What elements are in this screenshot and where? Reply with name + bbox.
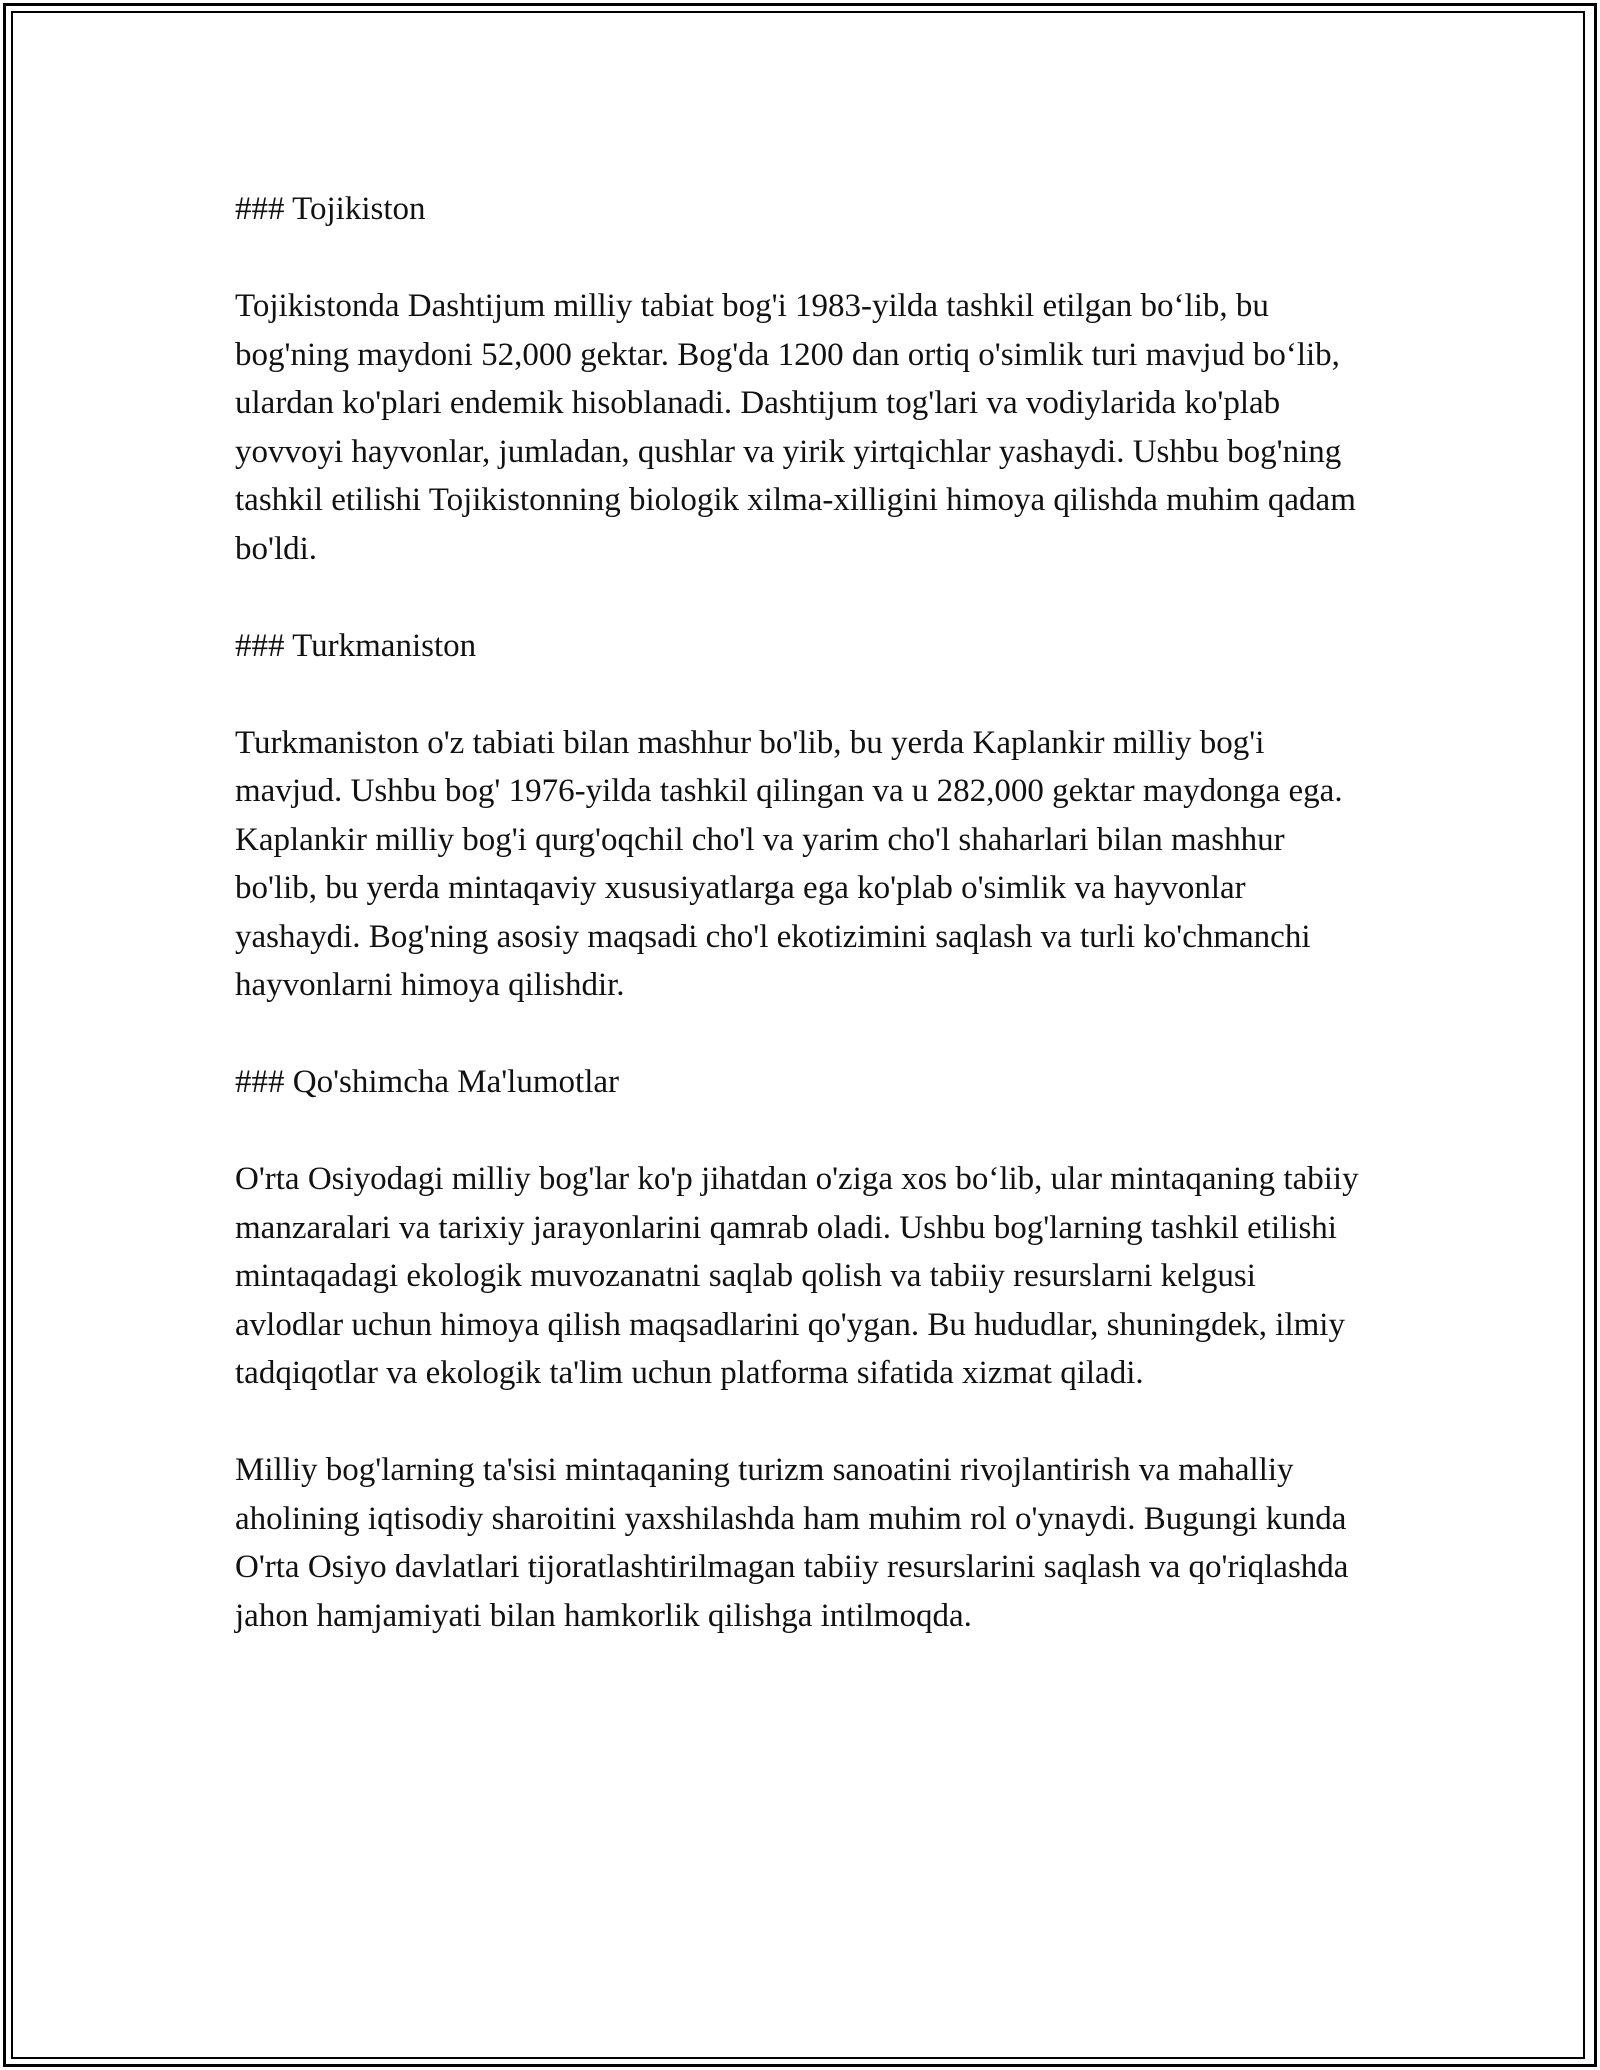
section-heading: ### Turkmaniston [235,627,477,664]
section-heading: ### Qo'shimcha Ma'lumotlar [235,1064,619,1100]
section-paragraph: Turkmaniston o'z tabiati bilan mashhur bo'lib, bu yerda Kaplankir milliy bog'i mavjud. Ushbu bog' 1976-yilda tashkil qilingan va u 282,000 gektar maydonga ega. Kaplankir milliy bog'i qurg'oqchil cho'l va yarim cho'l shaharlari bilan mashhur bo'lib, bu yerda mintaqaviy xususiyatlarga ega ko'plab o'simlik va hayvonlar yashaydi. Bog'ning asosiy maqsadi cho'l ekotizimini saqlash va turli ko'chmanchi hayvonlarni himoya qilishdir. [235,724,1343,1003]
section-paragraph: O'rta Osiyodagi milliy bog'lar ko'p jihatdan o'ziga xos bo‘lib, ular mintaqaning tabiiy manzaralari va tarixiy jarayonlarini qamrab oladi. Ushbu bog'larning tashkil etilishi mintaqadagi ekologik muvozanatni saqlab qolish va tabiiy resurslarni kelgusi avlodlar uchun himoya qilish maqsadlarini qo'ygan. Bu hududlar, shuningdek, ilmiy tadqiqotlar va ekologik ta'lim uchun platforma sifatida xizmat qiladi. [235,1161,1359,1391]
section-paragraph: Tojikistonda Dashtijum milliy tabiat bog'i 1983-yilda tashkil etilgan bo‘lib, bu bog'ning maydoni 52,000 gektar. Bog'da 1200 dan ortiq o'simlik turi mavjud bo‘lib, ulardan ko'plari endemik hisoblanadi. Dashtijum tog'lari va vodiylarida ko'plab yovvoyi hayvonlar, jumladan, qushlar va yirik yirtqichlar yashaydi. Ushbu bog'ning tashkil etilishi Tojikistonning biologik xilma-xilligini himoya qilishda muhim qadam bo'ldi. [235,288,1356,567]
section-qoshimcha-malumotlar [235,1058,1365,1640]
section-heading: ### Tojikiston [235,191,426,227]
document-body [235,185,1365,1689]
section-tojikiston [235,185,1365,573]
section-paragraph: Milliy bog'larning ta'sisi mintaqaning turizm sanoatini rivojlantirish va mahalliy aholining iqtisodiy sharoitini yaxshilashda ham muhim rol o'ynaydi. Bugungi kunda O'rta Osiyo davlatlari tijoratlashtirilmagan tabiiy resurslarini saqlash va qo'riqlashda jahon hamjamiyati bilan hamkorlik qilishga intilmoqda. [235,1452,1349,1634]
section-turkmaniston [235,622,1365,1010]
